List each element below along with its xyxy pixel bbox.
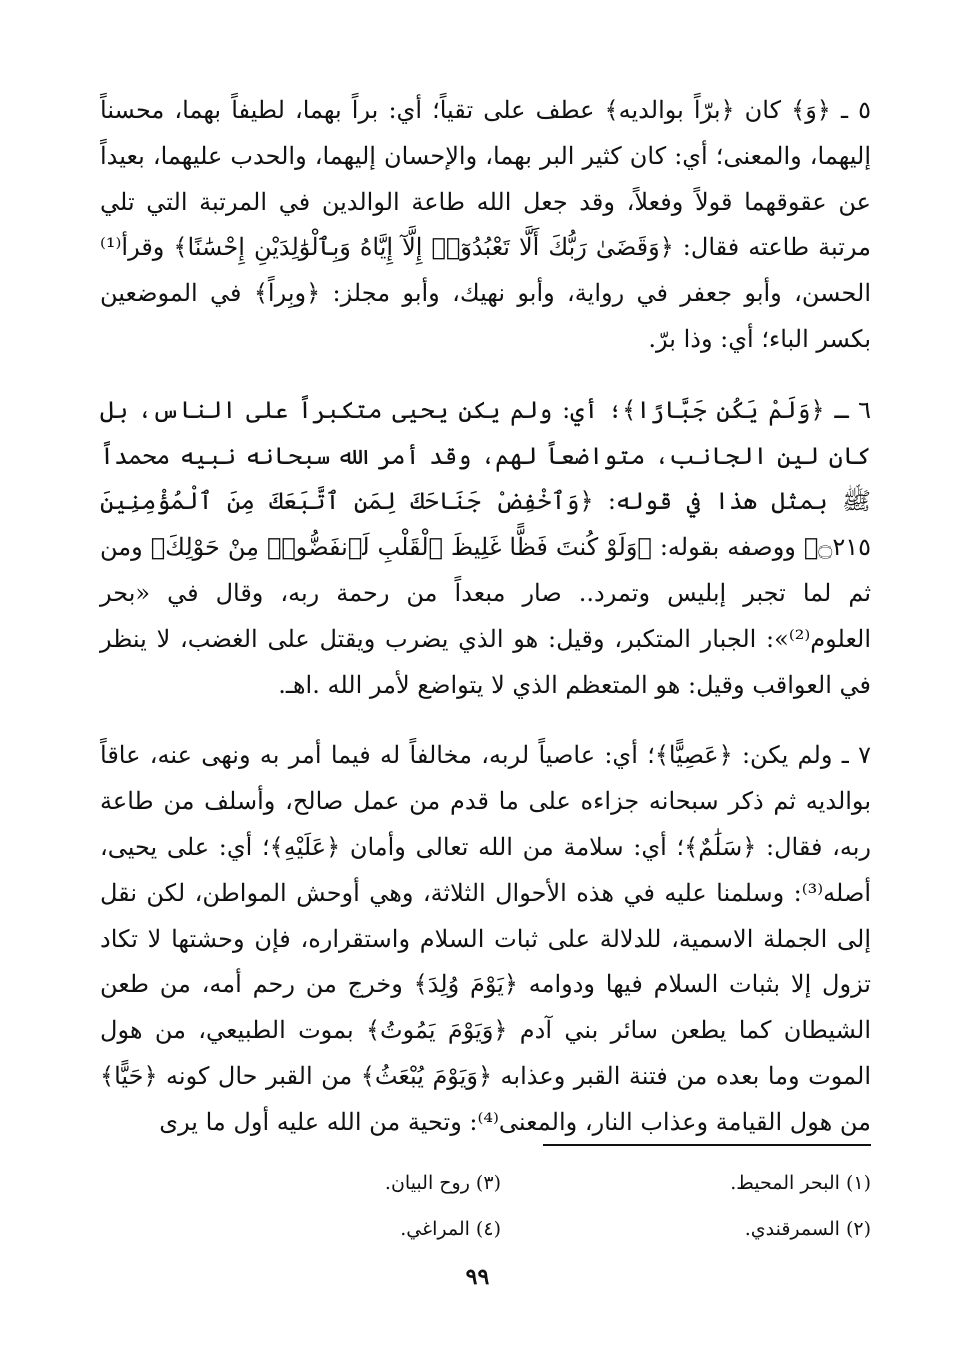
paragraph-verse-7: ٧ ـ ولم يكن: ﴿عَصِيًّا﴾؛ أي: عاصياً لربه، مخالفاً له فيما أمر به ونهى عنه، عاقاً بوالديه ثم ذكر سبحانه جزاءه على ما قدم من عمل صالح، وأسلف من طاعة ربه، فقال: ﴿سَلَٰمٌ﴾؛ أي: سلامة من الله تعالى وأمان ﴿عَلَيْهِ﴾؛ أي: على يحيى، أصله⁽³⁾: وسلمنا عليه في هذه الأحوال الثلاثة، وهي أوحش المواطن، لكن نقل إلى الجملة الاسمية، للدلالة على ثبات السلام واستقراره، فإن وحشتها لا تكاد تزول إلا بثبات السلام فيها ودوامه ﴿يَوْمَ وُلِدَ﴾ وخرج من رحم أمه، من طعن الشيطان كما يطعن سائر بني آدم ﴿وَيَوْمَ يَمُوتُ﴾ بموت الطبيعي، من هول الموت وما بعده من فتنة القبر وعذابه ﴿وَيَوْمَ يُبْعَثُ﴾ من القبر حال كونه ﴿حَيًّا﴾ من هول القيامة وعذاب النار، والمعنى⁽⁴⁾: وتحية من الله عليه أول ما يرى (100, 741, 872, 1136)
footnote-2: (٢) السمرقندي. (744, 1218, 871, 1240)
paragraph-verse-6: ٦ ـ ﴿وَلَمْ يَكُن جَبَّارًا﴾؛ أي: ولم يكن يحيى متكبراً على الناس، بل كان لين الجانب، متواضعاً لهم، وقد أمر الله سبحانه نبيه محمداً ﷺ بمثل هذا في قوله: ﴿وَٱخْفِضْ جَنَاحَكَ لِمَنِ ٱتَّبَعَكَ مِنَ ٱلْمُؤْمِنِينَ ۝٢١٥﴾ ووصفه بقوله: ﴿وَلَوْ كُنتَ فَظًّا غَلِيظَ ٱلْقَلْبِ لَٱنفَضُّوا۟ مِنْ حَوْلِكَ﴾ ومن ثم لما تجبر إبليس وتمرد.. صار مبعداً من رحمة ربه، وقال في «بحر العلوم⁽²⁾»: الجبار المتكبر، وقيل: هو الذي يضرب ويقتل على الغضب، لا ينظر في العواقب وقيل: هو المتعظم الذي لا يتواضع لأمر الله .اهـ. (100, 395, 871, 699)
footnote-1: (١) البحر المحيط. (730, 1172, 871, 1194)
paragraph-verse-5: ٥ ـ ﴿وَ﴾ كان ﴿برّاً بوالديه﴾ عطف على تقياً؛ أي: براً بهما، لطيفاً بهما، محسناً إليهما، والمعنى؛ أي: كان كثير البر بهما، والإحسان إليهما، والحدب عليهما، بعيداً عن عقوقهما قولاً وفعلاً، وقد جعل الله طاعة الوالدين في المرتبة التي تلي مرتبة طاعته فقال: ﴿وَقَضَىٰ رَبُّكَ أَلَّا تَعْبُدُوٓا۟ إِلَّآ إِيَّاهُ وَبِٱلْوَٰلِدَيْنِ إِحْسَٰنًا﴾ وقرأ⁽¹⁾ الحسن، وأبو جعفر في رواية، وأبو نهيك، وأبو مجلز: ﴿وبِراً﴾ في الموضعين بكسر الباء؛ أي: وذا برّ. (100, 96, 871, 353)
footnote-3: (٣) روح البيان. (384, 1172, 501, 1194)
footnote-4: (٤) المراغي. (400, 1218, 501, 1240)
footnotes (111, 1160, 871, 1252)
page-number: ٩٩ (465, 1264, 490, 1290)
footnotes-divider (543, 1144, 871, 1146)
